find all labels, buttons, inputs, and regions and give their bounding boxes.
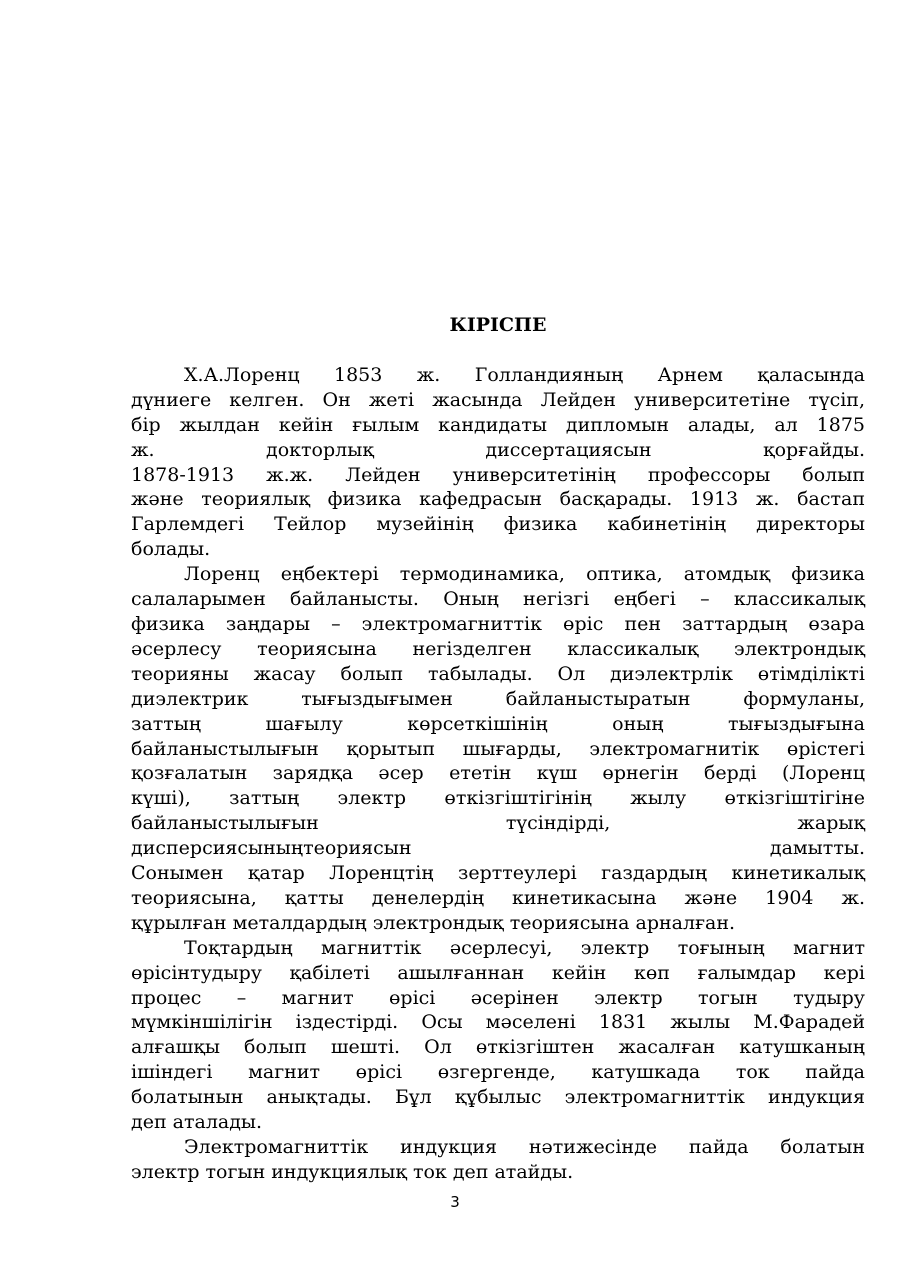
text-line: физика заңдары – электромагниттік өріс пен заттардың өзара (131, 612, 865, 635)
text-line: процес – магнит өрісі әсерінен электр тогын тудыру (131, 986, 865, 1009)
page-number: 3 (450, 1193, 460, 1211)
text-line: Тоқтардың магниттік әсерлесуі, электр тоғының магнит (184, 936, 865, 959)
paragraph (131, 363, 865, 562)
text-line: Лоренц еңбектері термодинамика, оптика, атомдық физика (184, 563, 865, 586)
text-line: дисперсиясыныңтеориясын дамытты. (131, 837, 865, 860)
text-line: алғашқы болып шешті. Ол өткізгіштен жасалған катушканың (131, 1036, 865, 1059)
text-line: дүниеге келген. Он жеті жасында Лейден университетіне түсіп, (131, 388, 865, 411)
page-content (131, 313, 865, 1185)
text-line: байланыстылығын қорытып шығарды, электромагнитік өрістегі (131, 737, 865, 760)
text-line: күші), заттың электр өткізгіштігінің жылу өткізгіштігіне (131, 787, 865, 810)
text-line: Гарлемдегі Тейлор музейінің физика кабинетінің директоры (131, 513, 865, 536)
text-line: әсерлесу теориясына негізделген классикалық электрондық (131, 637, 865, 660)
text-line: құрылған металдардың электрондық теориясына арналған. (131, 911, 736, 934)
text-line: заттың шағылу көрсеткішінің оның тығыздығына (131, 712, 865, 735)
text-line: бір жылдан кейін ғылым кандидаты дипломын алады, ал 1875 (131, 413, 865, 436)
text-line: ішіндегі магнит өрісі өзгергенде, катушкада ток пайда (131, 1061, 865, 1084)
text-line: Х.А.Лоренц 1853 ж. Голландияның Арнем қаласында (184, 363, 865, 386)
text-line: ж. докторлық диссертациясын қорғайды. (131, 438, 865, 461)
text-line: байланыстылығын түсіндірді, жарық (131, 812, 865, 835)
text-line: өрісінтудыру қабілеті ашылғаннан кейін көп ғалымдар кері (131, 961, 865, 984)
text-line: электр тогын индукциялық ток деп атайды. (131, 1160, 574, 1183)
text-line: деп аталады. (131, 1111, 263, 1134)
text-line: қозғалатын зарядқа әсер ететін күш өрнегін берді (Лоренц (131, 762, 865, 785)
paragraph (131, 936, 865, 1135)
text-line: болатынын анықтады. Бұл құбылыс электромагниттік индукция (131, 1086, 865, 1109)
text-line: салаларымен байланысты. Оның негізгі еңбегі – классикалық (131, 588, 865, 611)
text-line: мүмкіншілігін іздестірді. Осы мәселені 1831 жылы М.Фарадей (131, 1011, 865, 1034)
section-title: КІРІСПЕ (449, 314, 547, 336)
text-line: Электромагниттік индукция нәтижесінде пайда болатын (184, 1136, 865, 1158)
text-line: 1878-1913 ж.ж. Лейден университетінің профессоры болып (131, 463, 865, 486)
text-line: және теориялық физика кафедрасын басқарады. 1913 ж. бастап (131, 488, 865, 511)
text-line: диэлектрик тығыздығымен байланыстыратын формуланы, (131, 687, 865, 710)
text-line: Сонымен қатар Лоренцтің зерттеулері газдардың кинетикалық (131, 862, 865, 885)
paragraph (131, 562, 865, 936)
text-line: болады. (131, 538, 211, 561)
body-text (131, 363, 865, 1185)
text-line: теорияны жасау болып табылады. Ол диэлектрлік өтімділікті (131, 662, 865, 685)
paragraph (131, 1135, 865, 1185)
text-line: теориясына, қатты денелердің кинетикасына және 1904 ж. (131, 886, 865, 909)
